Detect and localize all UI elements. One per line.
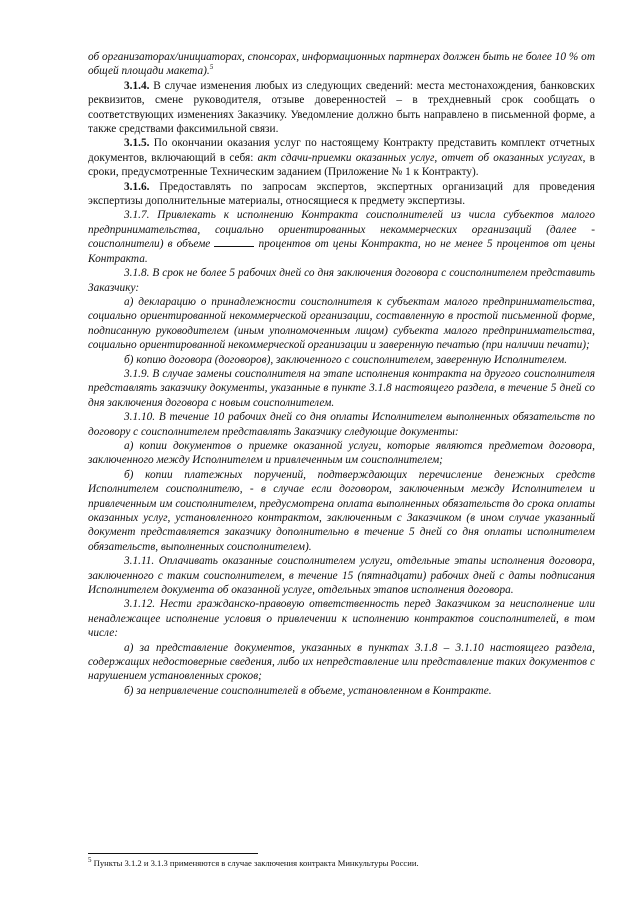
- clause-3-1-10: 3.1.10. В течение 10 рабочих дней со дня оплаты Исполнителем выполненных обязательств по договору с соисполнителем представлять Заказчику следующие документы:: [88, 411, 595, 438]
- clause-3-1-8-a: а) декларацию о принадлежности соисполнителя к субъектам малого предпринимательства, социально ориентированной некоммерческой организации, составленную в простой письменной форме, подписанную руководителем (иным уполномоченным лицом) субъекта малого предпринимательства, социально ориентированной некоммерческой организации и заверенную печатью (при наличии печати);: [88, 295, 595, 352]
- clause-3-1-8-b: б) копию договора (договоров), заключенного с соисполнителем, заверенную Исполнителем.: [124, 353, 568, 366]
- footnote-text: Пункты 3.1.2 и 3.1.3 применяются в случае заключения контракта Минкультуры России.: [93, 858, 419, 868]
- clause-3-1-12-b: б) за непривлечение соисполнителей в объеме, установленном в Контракте.: [124, 684, 492, 697]
- clause-3-1-12: 3.1.12. Нести гражданско-правовую ответственность перед Заказчиком за неисполнение или ненадлежащее исполнение условия о привлечении к исполнению контрактов соисполнителей, в том числе:: [88, 598, 595, 640]
- clause-3-1-4: 3.1.4. В случае изменения любых из следующих сведений: места местонахождения, банковских реквизитов, смене руководителя, отзыве доверенностей – в трехдневный срок сообщать о соответствующих изменениях Заказчику. Уведомление должно быть направлено в письменной форме, а также средствами факсимильной связи.: [88, 79, 595, 136]
- footnote-ref: 5: [209, 63, 214, 72]
- clause-3-1-7: 3.1.7. Привлекать к исполнению Контракта соисполнителей из числа субъектов малого предпринимательства, социально ориентированных некоммерческих организаций (далее - соисполнители) в объеме процентов от цены Контракта, но не менее 5 процентов от цены Контракта.: [88, 209, 596, 265]
- clause-3-1-8: 3.1.8. В срок не более 5 рабочих дней со дня заключения договора с соисполнителем представить Заказчику:: [88, 267, 595, 294]
- clause-3-1-10-b: б) копии платежных поручений, подтверждающих перечисление денежных средств Исполнителем соисполнителю, - в случае если договором, заключенным между Исполнителем и привлеченным им соисполнителем, предусмотрена оплата выполненных обязательств до срока оплаты оказанных услуг, установленного контрактом, заключенным с Заказчиком (в ином случае указанный документ представляется заказчику дополнительно в течение 5 дней со дня оплаты исполнителем обязательств, выполненных соисполнителем).: [88, 468, 595, 553]
- footnote-divider: [88, 853, 258, 854]
- clause-3-1-9: 3.1.9. В случае замены соисполнителя на этапе исполнения контракта на другого соисполнителя представлять заказчику документы, указанные в пункте 3.1.8 настоящего раздела, в течение 5 дней со дня заключения договора с новым соисполнителем.: [88, 367, 595, 409]
- footnote-marker: 5: [88, 856, 92, 865]
- clause-3-1-12-a: а) за представление документов, указанных в пунктах 3.1.8 – 3.1.10 настоящего раздела, содержащих недостоверные сведения, либо их непредставление или представление таких документов с нарушением установленных сроков;: [88, 641, 595, 683]
- clause-3-1-11: 3.1.11. Оплачивать оказанные соисполнителем услуги, отдельные этапы исполнения договора, заключенного с таким соисполнителем, в течение 15 (пятнадцати) рабочих дней с даты подписания Исполнителем документа об оказанной услуге, отдельных этапов исполнения договора.: [88, 555, 595, 597]
- clause-3-1-5: 3.1.5. По окончании оказания услуг по настоящему Контракту представить комплект отчетных документов, включающий в себя: акт сдачи-приемки оказанных услуг, отчет об оказанных услугах, в сроки, предусмотренные Техническим заданием (Приложение № 1 к Контракту).: [88, 137, 595, 179]
- footnote: [88, 858, 595, 869]
- blank-percent-field: [214, 237, 254, 247]
- clause-3-1-6: 3.1.6. Предоставлять по запросам экспертов, экспертных организаций для проведения экспертизы дополнительные материалы, относящиеся к предмету экспертизы.: [88, 180, 595, 208]
- clause-3-1-10-a: а) копии документов о приемке оказанной услуги, которые являются предметом договора, заключенного между Исполнителем и привлеченным им соисполнителем;: [88, 439, 595, 467]
- paragraph-continuation: об организаторах/инициаторах, спонсорах, информационных партнерах должен быть не более 10 % от общей площади макета).$^5$: [88, 51, 595, 78]
- document-body: [88, 50, 595, 698]
